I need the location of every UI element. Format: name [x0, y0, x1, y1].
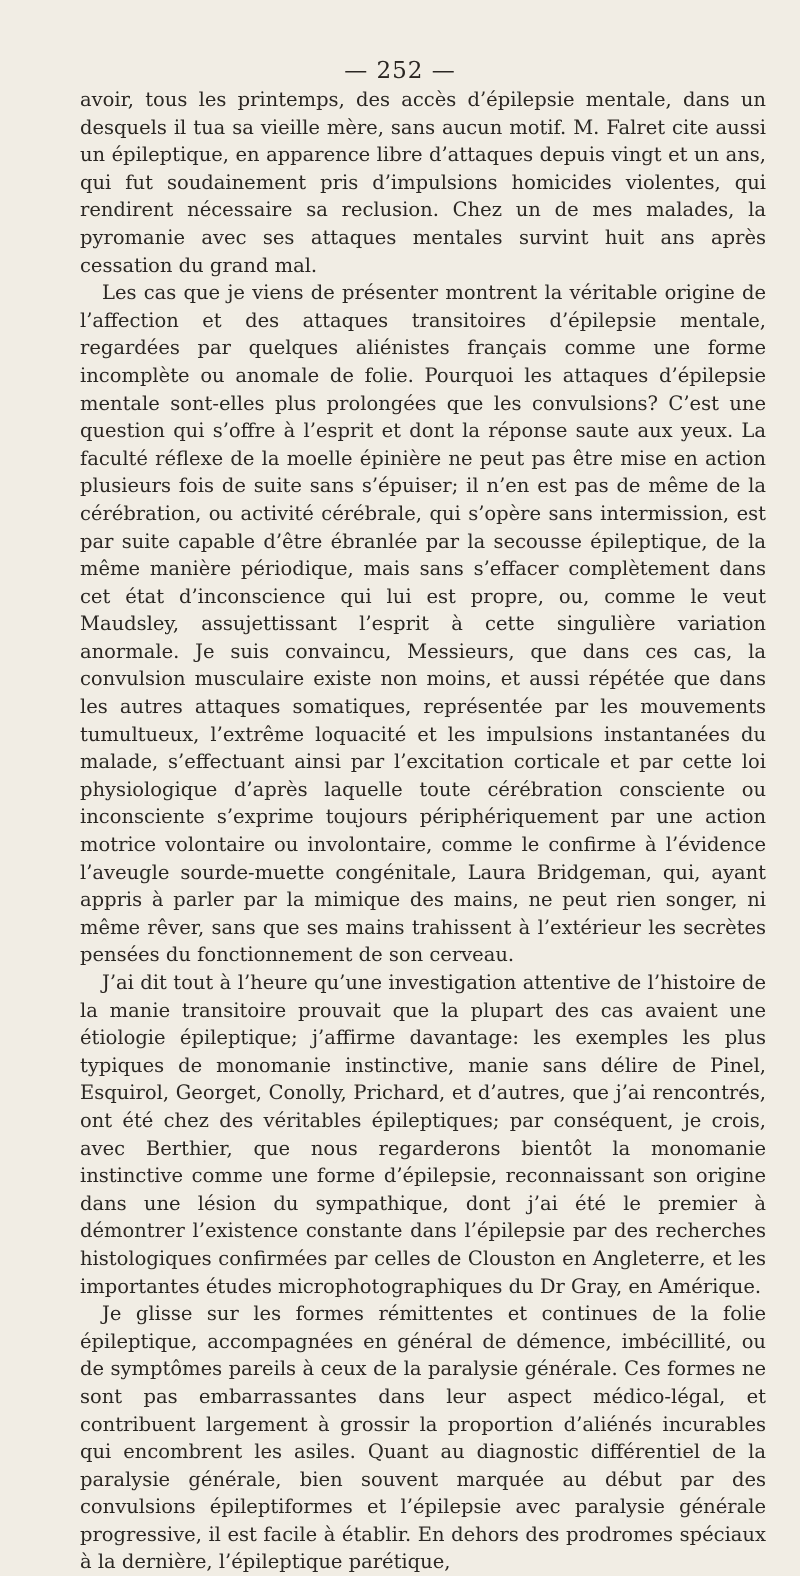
body-text: [80, 86, 766, 1576]
page-number: — 252 —: [344, 58, 456, 84]
paragraph-continuation: avoir, tous les printemps, des accès d’épilepsie mentale, dans un desquels il tua sa vieille mère, sans aucun motif. M. Falret cite aussi un épileptique, en apparence libre d’attaques depuis vingt et un ans, qui fut soudainement pris d’impulsions homicides violentes, qui rendirent nécessaire sa reclusion. Chez un de mes malades, la pyromanie avec ses attaques mentales survint huit ans après cessation du grand mal.: [80, 88, 766, 277]
paragraph-remittent-forms: Je glisse sur les formes rémittentes et continues de la folie épileptique, accompagnées en général de démence, imbécillité, ou de symptômes pareils à ceux de la paralysie générale. Ces formes ne sont pas embarrassantes dans leur aspect médico-légal, et contribuent largement à grossir la proportion d’aliénés incurables qui encombrent les asiles. Quant au diagnostic différentiel de la paralysie générale, bien souvent marquée au début par des convulsions épileptiformes et l’épilepsie avec paralysie générale progressive, il est facile à établir. En dehors des prodromes spéciaux à la dernière, l’épileptique parétique,: [80, 1302, 766, 1574]
paragraph-transitory-mania: J’ai dit tout à l’heure qu’une investigation attentive de l’histoire de la manie transitoire prouvait que la plupart des cas avaient une étiologie épileptique; j’affirme davantage: les exemples les plus typiques de monomanie instinctive, manie sans délire de Pinel, Esquirol, Georget, Conolly, Prichard, et d’autres, que j’ai rencontrés, ont été chez des véritables épileptiques; par conséquent, je crois, avec Berthier, que nous regarderons bientôt la monomanie instinctive comme une forme d’épilepsie, reconnaissant son origine dans une lésion du sympathique, dont j’ai été le premier à démontrer l’existence constante dans l’épilepsie par des recherches histologiques confirmées par celles de Clouston en Angleterre, et les importantes études microphotographiques du Dr Gray, en Amérique.: [80, 971, 766, 1298]
paragraph-epilepsy-mental-attacks: Les cas que je viens de présenter montrent la véritable origine de l’affection et des attaques transitoires d’épilepsie mentale, regardées par quelques aliénistes français comme une forme incomplète ou anomale de folie. Pourquoi les attaques d’épilepsie mentale sont-elles plus prolongées que les convulsions? C’est une question qui s’offre à l’esprit et dont la réponse saute aux yeux. La faculté réflexe de la moelle épinière ne peut pas être mise en action plusieurs fois de suite sans s’épuiser; il n’en est pas de même de la cérébration, ou activité cérébrale, qui s’opère sans intermission, est par suite capable d’être ébranlée par la secousse épileptique, de la même manière périodique, mais sans s’effacer complètement dans cet état d’inconscience qui lui est propre, ou, comme le veut Maudsley, assujettissant l’esprit à cette singulière variation anormale. Je suis convaincu, Messieurs, que dans ces cas, la convulsion musculaire existe non moins, et aussi répétée que dans les autres attaques somatiques, représentée par les mouvements tumultueux, l’extrême loquacité et les impulsions instantanées du malade, s’effectuant ainsi par l’excitation corticale et par cette loi physiologique d’après laquelle toute cérébration consciente ou inconsciente s’exprime toujours périphériquement par une action motrice volontaire ou involontaire, comme le confirme à l’évidence l’aveugle sourde-muette congénitale, Laura Bridgeman, qui, ayant appris à parler par la mimique des mains, ne peut rien songer, ni même rêver, sans que ses mains trahissent à l’extérieur les secrètes pensées du fonctionnement de son cerveau.: [80, 281, 766, 967]
